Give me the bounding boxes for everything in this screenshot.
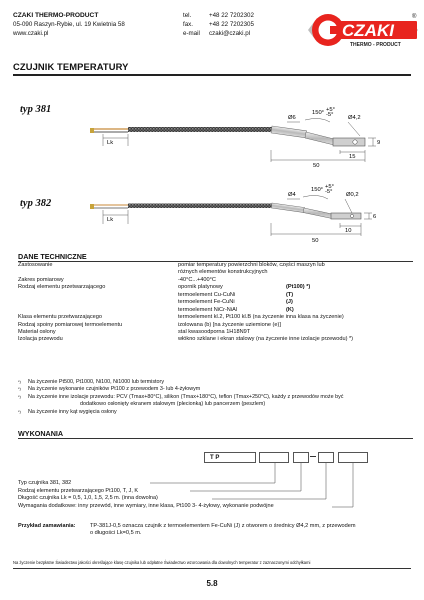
tech-row-code: (T): [286, 291, 294, 298]
tech-row-code: (Pt100) *): [286, 284, 311, 291]
note-text: dodatkowo osłonięty ekranem stalowym (plecionką) lub pancerzem (peszlem): [80, 401, 266, 408]
note-item: [18, 394, 344, 401]
note-text: Na życzenie inne izolacje przewodu: PCV (Tmax+80°C), silikon (Tmax+180°C), teflon (Tmax+250°C), każdy z przewodów może być: [28, 393, 344, 400]
contact-fax: fax. +48 22 7202305: [183, 21, 254, 28]
order-box-prefix: T P: [204, 452, 256, 463]
tech-row-value: stal kwasoodporna 1H18N9T: [178, 328, 251, 335]
sheath-bent: [303, 208, 332, 219]
note-mark: *): [18, 386, 21, 392]
tech-row-code: (J): [286, 299, 293, 306]
note-mark: *): [18, 408, 21, 414]
dim-lk-381: Lk: [107, 140, 114, 146]
tech-row-value: termoelement NiCr-NiAl: [178, 306, 238, 313]
tech-row-value: termoelement Fe-CuNi: [178, 299, 235, 306]
tech-row-label: Zakres pomiarowy: [18, 276, 64, 283]
wire-leads: [90, 204, 128, 209]
variant-382-label: typ 382: [20, 198, 52, 209]
tech-title: DANE TECHNICZNE: [18, 252, 87, 261]
note-text: Na życzenie inny kąt wygięcia osłony: [28, 408, 117, 415]
czaki-logo: [308, 8, 418, 52]
tip-hole: [353, 140, 357, 144]
dim-angle-sub-382: -5°: [325, 189, 333, 195]
order-row: Długość czujnika Lk = 0,5, 1,0, 1,5, 2,5 m. (inna dowolna): [18, 495, 158, 502]
tech-row-label: Materiał osłony: [18, 328, 56, 335]
dim-tip-382: 10: [345, 228, 352, 234]
dim-height-381: 9: [377, 140, 381, 146]
order-rows: [18, 480, 274, 510]
order-title: WYKONANIA: [18, 429, 64, 438]
sensor-tip: [331, 213, 361, 219]
company-web[interactable]: www.czaki.pl: [13, 30, 49, 37]
dim-tip-381: 15: [349, 154, 356, 160]
logo-subtitle: THERMO - PRODUCT: [350, 42, 401, 48]
dim-angle-382: 150°: [311, 187, 323, 193]
order-rule: [18, 438, 413, 439]
tip-hole: [350, 214, 353, 217]
order-row: Rodzaj elementu przetwarzającego Pt100, T, J, K: [18, 487, 139, 494]
example-line2: o długości Lk=0,5 m.: [90, 530, 142, 537]
order-example: [18, 523, 355, 538]
title-bar: [13, 61, 413, 75]
variant-381-drawing: [0, 92, 424, 184]
logo-wordmark: CZAKI: [342, 21, 394, 40]
dim-angle-sup-382: +5°: [325, 184, 334, 190]
footer-rule: [13, 568, 411, 569]
note-text: Na życzenie Pt500, Pt1000, Ni100, Ni1000 lub termistory: [28, 379, 165, 385]
title-rule: [13, 74, 411, 76]
tech-row-label: Zastosowanie: [18, 262, 53, 268]
braided-cable: [128, 127, 290, 136]
tech-row-label: Klasa elementu przetwarzającego: [18, 314, 102, 321]
footer: [13, 560, 413, 565]
dim-height-382: 6: [373, 214, 377, 220]
note-item: [18, 386, 344, 393]
sheath-bent: [305, 132, 334, 145]
note-item: [18, 379, 344, 386]
dim-total-382: 50: [312, 238, 319, 244]
order-row: Wymagania dodatkowe: inny przewód, inne wymiary, inne klasa, Pt100 3- 4-żyłowy, wykonanie podwójne: [18, 502, 274, 509]
braided-cable: [128, 204, 290, 211]
tech-row-value: izolowana (b) [na życzenie uziemione (e)]: [178, 321, 281, 328]
dim-angle-381: 150°: [312, 110, 324, 116]
tech-row-label: Rodzaj elementu przetwarzającego: [18, 284, 106, 291]
notes-list: [18, 379, 344, 416]
contact-tel: tel. +48 22 7202302: [183, 12, 254, 19]
example-line1: TP-381J-0,5 oznacza czujnik z termoelementem Fe-CuNi (J) z otworem o średnicy Ø4,2 mm, z przewodem: [90, 523, 356, 529]
sheath-straight: [271, 126, 307, 138]
contact-email[interactable]: e-mail czaki@czaki.pl: [183, 30, 251, 37]
company-address: 05-090 Raszyn-Rybie, ul. 19 Kwietnia 58: [13, 21, 125, 28]
tech-row-value: opornik platynowy: [178, 284, 223, 291]
wire-leads: [90, 128, 128, 133]
dim-angle-sup-381: +5°: [326, 107, 335, 113]
dim-lk-382: Lk: [107, 217, 114, 223]
tech-row-label: Izolacja przewodu: [18, 336, 63, 343]
note-text: Na życzenie wykonanie czujników Pt100 z przewodem 3- lub 4-żyłowym: [28, 386, 201, 393]
page-title: CZUJNIK TEMPERATURY: [13, 61, 129, 72]
tech-row-value: pomiar temperatury powierzchni bloków, części maszyn lub: [178, 262, 325, 268]
order-row: Typ czujnika 381, 382: [18, 480, 72, 486]
dim-total-381: 50: [313, 163, 320, 169]
tech-row-value: -40°C...+400°C: [178, 276, 216, 283]
company-name: CZAKI THERMO-PRODUCT: [13, 12, 99, 19]
sheath-straight: [271, 203, 304, 213]
dim-angle-sub-381: -5°: [326, 112, 334, 118]
example-label: Przykład zamawiania:: [18, 523, 76, 529]
note-item: [18, 401, 344, 408]
variant-381-label: typ 381: [20, 104, 52, 115]
tech-row-label: Rodzaj spoiny pomiarowej termoelementu: [18, 321, 123, 328]
tech-row-value: termoelement Cu-CuNi: [178, 291, 236, 298]
tech-row-code: (K): [286, 306, 294, 313]
dim-tube-381: Ø6: [288, 115, 296, 121]
dim-hole-381: Ø4,2: [348, 115, 361, 121]
contact-block: [183, 11, 254, 38]
dim-hole-382: Ø0,2: [346, 192, 359, 198]
page-number: 5.8: [206, 579, 218, 588]
note-mark: *): [18, 379, 21, 384]
company-block: [13, 11, 125, 38]
tech-row-value: włókno szklane i ekran stalowy (na życzenie inne izolacje przewodu) *): [178, 336, 354, 343]
note-item: [18, 409, 344, 416]
tech-row-value: termoelement kl.2, Pt100 kl.B (na życzenie inna klasa na życzenie): [178, 314, 344, 321]
footer-note: Na życzenie bezpłatne Świadectwo jakości określające klasę czujnika lub odpłatne Świadectwo wzorcowania dla dowolnych temperatur z zaznaczonymi odchyłkami: [13, 560, 311, 565]
note-mark: *): [18, 393, 21, 399]
dim-tube-382: Ø4: [288, 192, 296, 198]
logo-registered: ®: [412, 14, 417, 20]
sensor-tip: [333, 138, 365, 146]
tech-row-value: różnych elementów konstrukcyjnych: [178, 269, 268, 276]
